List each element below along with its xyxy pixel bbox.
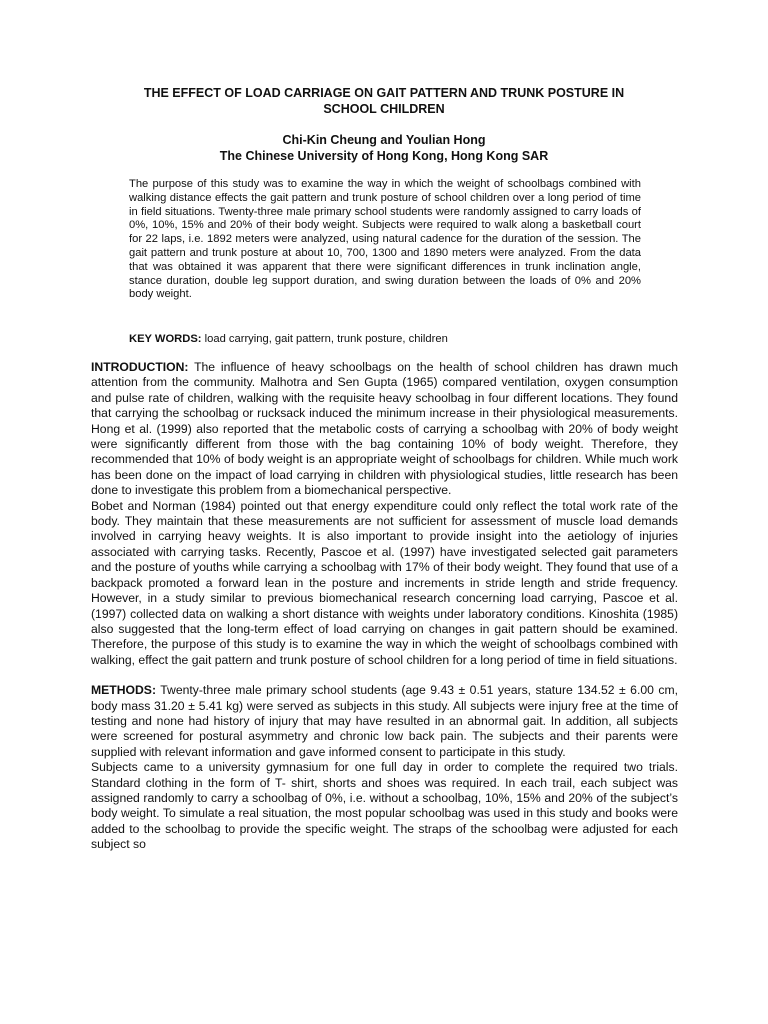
author-names: Chi-Kin Cheung and Youlian Hong — [282, 133, 486, 147]
author-block — [100, 132, 668, 164]
methods-heading: METHODS: — [91, 683, 156, 698]
introduction-text-1: The influence of heavy schoolbags on the health of school children has drawn much attention from the community. Malhotra and Sen Gupta (1965) compared ventilation, oxygen consumption and pulse rate of children, walking with the requisite heavy schoolbag in four different locations. They found that carrying the schoolbag or rucksack induced the minimum increase in their physiological measurements. Hong et al. (1999) also reported that the metabolic costs of carrying a schoolbag with 20% of body weight were significantly different from those with the bag containing 10% of body weight. Therefore, they recommended that 10% of body weight is an appropriate weight of schoolbags for children. While much work has been done on the impact of load carrying in children with physiological studies, little research has been done to investigate this problem from a biomechanical perspective. — [91, 360, 678, 498]
keywords-list: load carrying, gait pattern, trunk posture, children — [204, 333, 448, 345]
title-line-2: SCHOOL CHILDREN — [323, 102, 445, 116]
paper-body — [91, 360, 678, 853]
methods-paragraph-1 — [91, 683, 678, 760]
methods-text-1: Twenty-three male primary school students (age 9.43 ± 0.51 years, stature 134.52 ± 6.00 cm, body mass 31.20 ± 5.41 kg) were served as subjects in this study. All subjects were injury free at the time of testing and none had history of injury that may have resulted in an abnormal gait. In addition, all subjects were screened for postural asymmetry and chronic low back pain. The subjects and their parents were supplied with relevant information and gave informed consent to participate in this study. — [91, 683, 679, 759]
abstract: The purpose of this study was to examine the way in which the weight of schoolbags combined with walking distance effects the gait pattern and trunk posture of school children over a long period of time in field situations. Twenty-three male primary school students were randomly assigned to carry loads of 0%, 10%, 15% and 20% of their body weight. Subjects were required to walk along a basketball court for 22 laps, i.e. 1892 meters were analyzed, using natural cadence for the duration of the session. The gait pattern and trunk posture at about 10, 700, 1300 and 1890 meters were analyzed. From the data that was obtained it was apparent that there were significant differences in trunk inclination angle, stance duration, double leg support duration, and swing duration between the loads of 0% and 20% body weight. — [129, 178, 641, 301]
keywords-line — [129, 332, 641, 346]
introduction-paragraph-2: Bobet and Norman (1984) pointed out that energy expenditure could only reflect the total work rate of the body. They maintain that these measurements are not sufficient for assessment of muscle load demands involved in carrying heavy weights. It is also important to provide insight into the aetiology of injuries associated with carrying tasks. Recently, Pascoe et al. (1997) have investigated selected gait parameters and the posture of youths while carrying a schoolbag with 17% of their body weight. They found that use of a backpack promoted a forward lean in the posture and increments in stride length and stride frequency. However, in a study similar to previous biomechanical research concerning load carrying, Pascoe et al. (1997) collected data on walking a short distance with weights under laboratory conditions. Kinoshita (1985) also suggested that the long-term effect of load carrying on changes in gait pattern should be examined. Therefore, the purpose of this study is to examine the way in which the weight of schoolbags combined with walking, effect the gait pattern and trunk posture of school children for a long period of time in field situations. — [91, 498, 678, 667]
keywords-label: KEY WORDS: — [129, 333, 202, 345]
author-affiliation: The Chinese University of Hong Kong, Hong Kong SAR — [219, 149, 549, 163]
methods-paragraph-2: Subjects came to a university gymnasium for one full day in order to complete the required two trials. Standard clothing in the form of T- shirt, shorts and shoes was required. In each trail, each subject was assigned randomly to carry a schoolbag of 0%, i.e. without a schoolbag, 10%, 15% and 20% of the subject’s body weight. To simulate a real situation, the most popular schoolbag was used in this study and books were added to the schoolbag to provide the specific weight. The straps of the schoolbag were adjusted for each subject so — [91, 760, 678, 852]
paper-title — [100, 85, 668, 117]
title-line-1: THE EFFECT OF LOAD CARRIAGE ON GAIT PATTERN AND TRUNK POSTURE IN — [143, 86, 625, 100]
introduction-paragraph-1 — [91, 360, 678, 499]
introduction-heading: INTRODUCTION: — [91, 360, 189, 374]
